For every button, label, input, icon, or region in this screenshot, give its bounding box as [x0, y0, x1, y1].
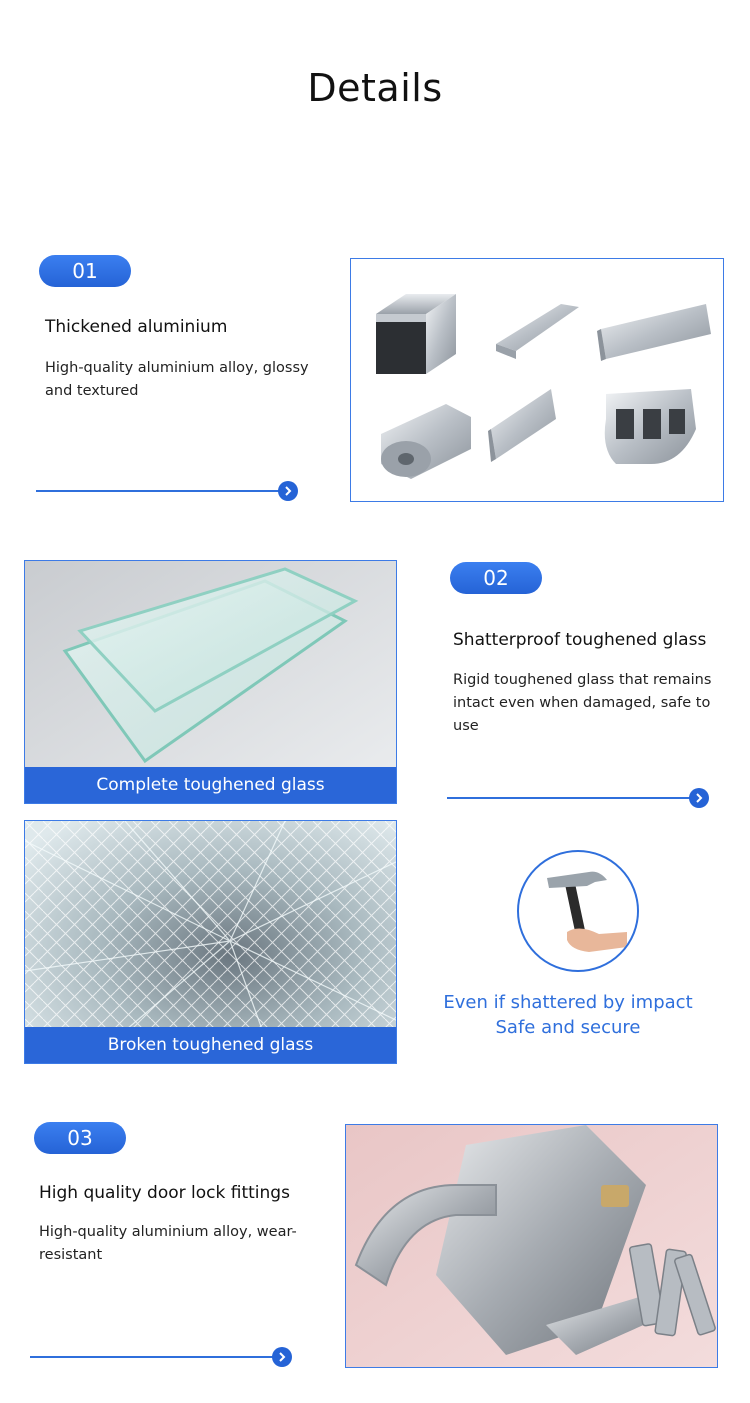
profile-4 [381, 404, 471, 479]
impact-callout-line-1: Even if shattered by impact [443, 992, 693, 1013]
section-number-badge: 03 [34, 1122, 126, 1154]
profile-5 [488, 389, 556, 462]
divider-line [36, 490, 280, 492]
section-description: High-quality aluminium alloy, wear-resistant [39, 1224, 297, 1263]
section-description: High-quality aluminium alloy, glossy and textured [45, 360, 309, 399]
complete-glass-image [24, 560, 397, 804]
hammer-icon [517, 850, 639, 972]
impact-callout-line-2: Safe and secure [495, 1017, 641, 1038]
section-number-badge: 02 [450, 562, 542, 594]
section-description: Rigid toughened glass that remains intact even when damaged, safe to use [453, 672, 712, 734]
image-label: Broken toughened glass [25, 1027, 396, 1063]
page-title: Details [307, 66, 443, 110]
profile-3 [597, 304, 711, 361]
divider-line [30, 1356, 274, 1358]
arrow-right-icon[interactable] [689, 788, 709, 808]
profile-1 [376, 294, 456, 374]
profile-6 [605, 389, 696, 464]
divider-line [447, 797, 691, 799]
aluminium-profiles-image [350, 258, 724, 502]
broken-glass-image [24, 820, 397, 1064]
section-number-badge: 01 [39, 255, 131, 287]
image-label: Complete toughened glass [25, 767, 396, 803]
section-heading: Thickened aluminium [45, 317, 228, 337]
door-lock-image [345, 1124, 718, 1368]
profile-2 [496, 304, 579, 359]
arrow-right-icon[interactable] [278, 481, 298, 501]
arrow-right-icon[interactable] [272, 1347, 292, 1367]
section-heading: High quality door lock fittings [39, 1183, 290, 1203]
section-heading: Shatterproof toughened glass [453, 630, 707, 650]
